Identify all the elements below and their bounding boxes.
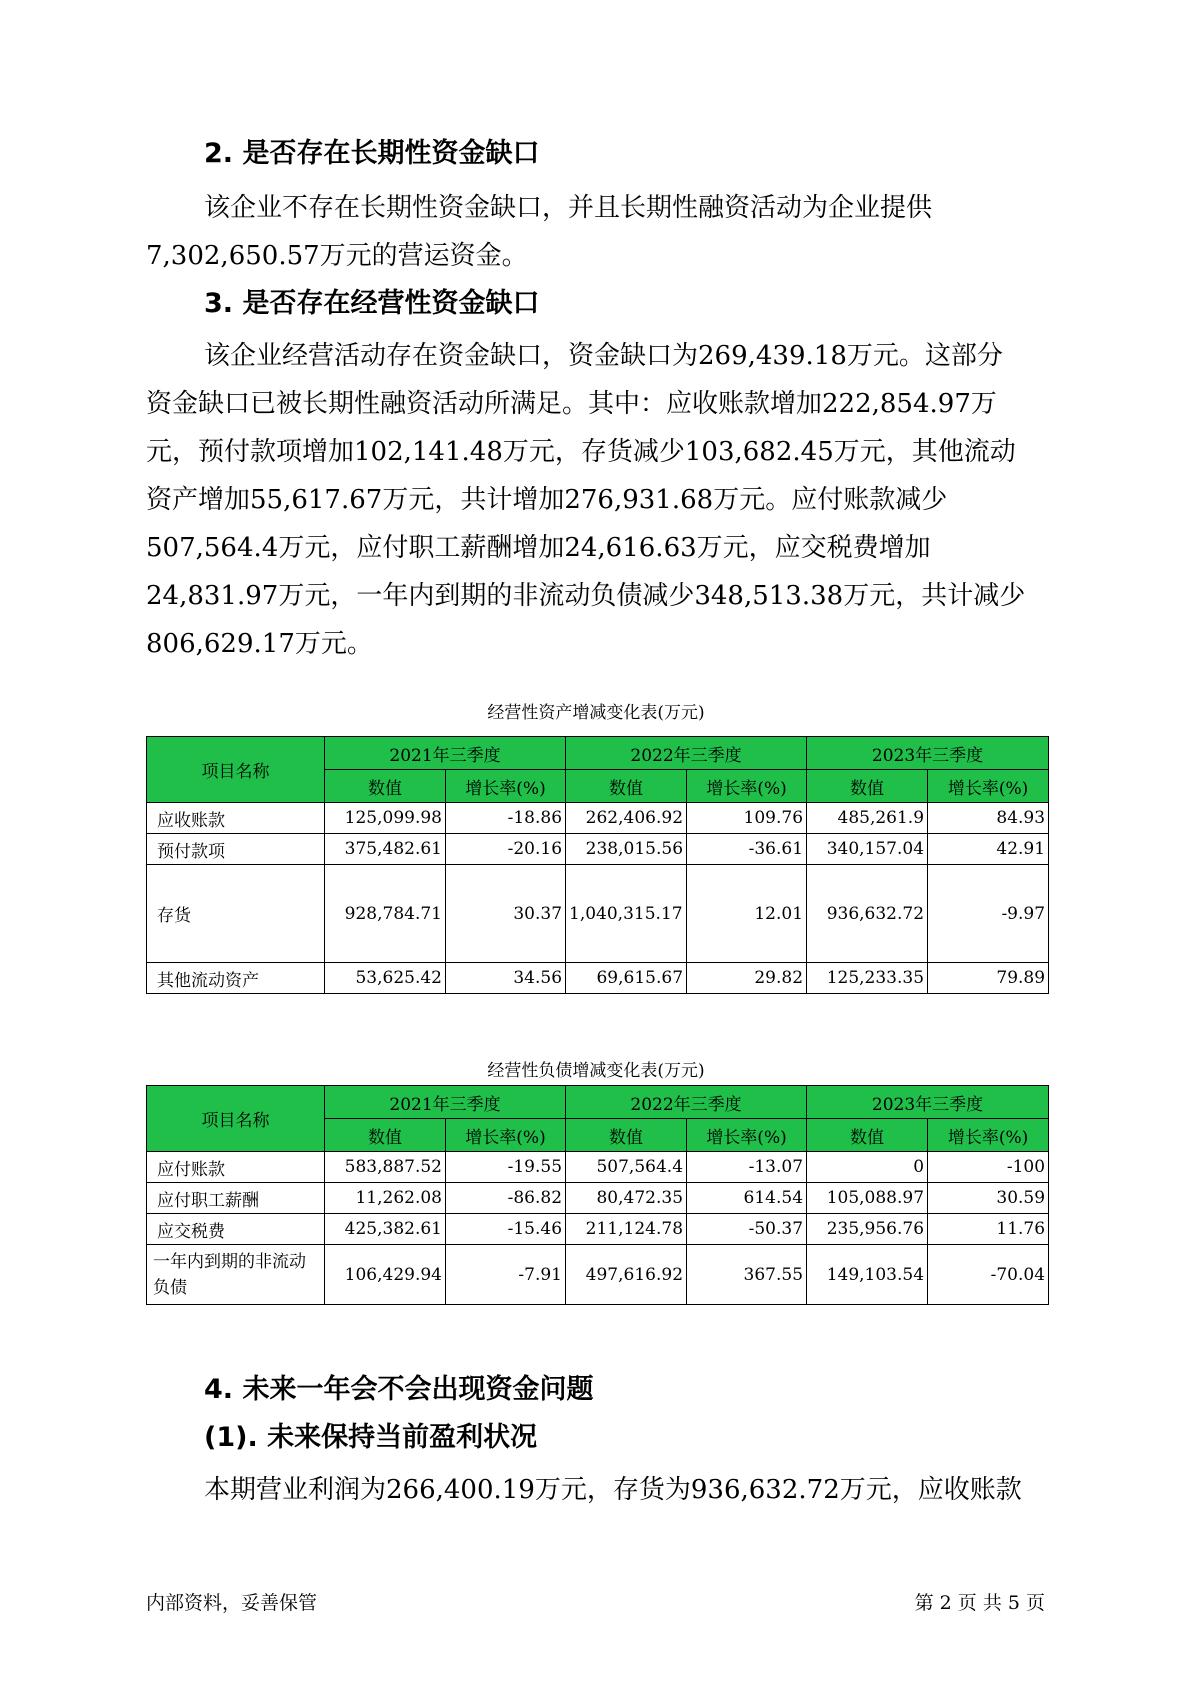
- row-name: 应付账款: [147, 1152, 325, 1183]
- footer-left: 内部资料，妥善保管: [146, 1592, 318, 1614]
- table-cell: 485,261.9: [807, 803, 928, 834]
- table-cell: 109.76: [687, 803, 807, 834]
- value-subheader: 数值: [807, 770, 928, 803]
- table-cell: 69,615.67: [566, 963, 687, 994]
- paragraph-line: 该企业不存在长期性资金缺口，并且长期性融资活动为企业提供: [204, 193, 933, 223]
- row-name: 存货: [147, 865, 325, 963]
- table-cell: 29.82: [687, 963, 807, 994]
- assets-table: [146, 736, 1049, 994]
- paragraph-line: 该企业经营活动存在资金缺口，资金缺口为269,439.18万元。这部分: [204, 341, 1003, 371]
- table-cell: -9.97: [928, 865, 1049, 963]
- table-cell: -15.46: [446, 1214, 566, 1245]
- paragraph-line: 507,564.4万元，应付职工薪酬增加24,616.63万元，应交税费增加: [146, 533, 931, 563]
- table-cell: 79.89: [928, 963, 1049, 994]
- paragraph-line: 资产增加55,617.67万元，共计增加276,931.68万元。应付账款减少: [146, 485, 948, 515]
- rate-subheader: 增长率(%): [687, 1119, 807, 1152]
- paragraph-line: 24,831.97万元，一年内到期的非流动负债减少348,513.38万元，共计减少: [146, 581, 1026, 611]
- table-cell: 936,632.72: [807, 865, 928, 963]
- table-cell: -20.16: [446, 834, 566, 865]
- row-name: 应收账款: [147, 803, 325, 834]
- liabilities-table: [146, 1085, 1049, 1305]
- table-cell: 928,784.71: [325, 865, 446, 963]
- profit-paragraph: [146, 1466, 1046, 1514]
- rate-subheader: 增长率(%): [928, 770, 1049, 803]
- table-cell: 238,015.56: [566, 834, 687, 865]
- table-cell: 11,262.08: [325, 1183, 446, 1214]
- value-subheader: 数值: [325, 770, 446, 803]
- table-cell: 0: [807, 1152, 928, 1183]
- table-cell: 375,482.61: [325, 834, 446, 865]
- table-cell: 84.93: [928, 803, 1049, 834]
- period-header: 2022年三季度: [566, 1086, 807, 1119]
- row-name: 应付职工薪酬: [147, 1183, 325, 1214]
- table-cell: 583,887.52: [325, 1152, 446, 1183]
- period-header: 2021年三季度: [325, 737, 566, 770]
- name-column-header: 项目名称: [147, 1086, 325, 1152]
- table-cell: 53,625.42: [325, 963, 446, 994]
- rate-subheader: 增长率(%): [928, 1119, 1049, 1152]
- table-cell: -86.82: [446, 1183, 566, 1214]
- paragraph-line: 本期营业利润为266,400.19万元，存货为936,632.72万元，应收账款: [204, 1475, 1022, 1505]
- page-number: 第 2 页 共 5 页: [914, 1592, 1045, 1614]
- rate-subheader: 增长率(%): [446, 1119, 566, 1152]
- table-cell: 42.91: [928, 834, 1049, 865]
- table-cell: 105,088.97: [807, 1183, 928, 1214]
- table-cell: 425,382.61: [325, 1214, 446, 1245]
- table-row: [147, 1152, 1049, 1183]
- paragraph-line: 资金缺口已被长期性融资活动所满足。其中：应收账款增加222,854.97万: [146, 389, 997, 419]
- table-row: [147, 963, 1049, 994]
- table-cell: 11.76: [928, 1214, 1049, 1245]
- table-row: [147, 834, 1049, 865]
- row-name: 其他流动资产: [147, 963, 325, 994]
- name-column-header: 项目名称: [147, 737, 325, 803]
- rate-subheader: 增长率(%): [446, 770, 566, 803]
- table-cell: 125,233.35: [807, 963, 928, 994]
- row-name: 一年内到期的非流动负债: [147, 1245, 325, 1305]
- table-cell: 497,616.92: [566, 1245, 687, 1305]
- period-header: 2021年三季度: [325, 1086, 566, 1119]
- table-cell: 34.56: [446, 963, 566, 994]
- table-cell: 80,472.35: [566, 1183, 687, 1214]
- assets-table-caption: 经营性资产增减变化表(万元): [487, 703, 705, 723]
- table-cell: 106,429.94: [325, 1245, 446, 1305]
- table-cell: -13.07: [687, 1152, 807, 1183]
- table-row: [147, 1183, 1049, 1214]
- table-cell: 614.54: [687, 1183, 807, 1214]
- table-cell: 507,564.4: [566, 1152, 687, 1183]
- table-cell: -36.61: [687, 834, 807, 865]
- rate-subheader: 增长率(%): [687, 770, 807, 803]
- table-cell: -18.86: [446, 803, 566, 834]
- table-cell: -7.91: [446, 1245, 566, 1305]
- section-4-heading: 4. 未来一年会不会出现资金问题: [204, 1374, 594, 1405]
- period-header: 2023年三季度: [807, 1086, 1049, 1119]
- section-3-heading: 3. 是否存在经营性资金缺口: [204, 288, 540, 319]
- value-subheader: 数值: [566, 770, 687, 803]
- table-cell: 211,124.78: [566, 1214, 687, 1245]
- table-cell: 340,157.04: [807, 834, 928, 865]
- table-row: [147, 803, 1049, 834]
- value-subheader: 数值: [325, 1119, 446, 1152]
- paragraph-line: 7,302,650.57万元的营运资金。: [146, 241, 528, 271]
- section-2-heading: 2. 是否存在长期性资金缺口: [204, 138, 540, 169]
- table-cell: -19.55: [446, 1152, 566, 1183]
- table-row: [147, 865, 1049, 963]
- table-cell: 30.59: [928, 1183, 1049, 1214]
- table-cell: 12.01: [687, 865, 807, 963]
- table-row: [147, 1214, 1049, 1245]
- row-name: 应交税费: [147, 1214, 325, 1245]
- table-cell: 235,956.76: [807, 1214, 928, 1245]
- table-cell: 30.37: [446, 865, 566, 963]
- row-name: 预付款项: [147, 834, 325, 865]
- period-header: 2022年三季度: [566, 737, 807, 770]
- liabilities-table-caption: 经营性负债增减变化表(万元): [487, 1061, 705, 1081]
- long-term-gap-paragraph: [146, 184, 1046, 280]
- table-row: [147, 1245, 1049, 1305]
- table-cell: 149,103.54: [807, 1245, 928, 1305]
- value-subheader: 数值: [807, 1119, 928, 1152]
- operating-gap-paragraph: [146, 332, 1046, 668]
- table-cell: -50.37: [687, 1214, 807, 1245]
- paragraph-line: 元，预付款项增加102,141.48万元，存货减少103,682.45万元，其他流动: [146, 437, 1016, 467]
- table-cell: -100: [928, 1152, 1049, 1183]
- table-cell: 1,040,315.17: [566, 865, 687, 963]
- table-cell: 262,406.92: [566, 803, 687, 834]
- table-cell: 125,099.98: [325, 803, 446, 834]
- table-cell: 367.55: [687, 1245, 807, 1305]
- value-subheader: 数值: [566, 1119, 687, 1152]
- period-header: 2023年三季度: [807, 737, 1049, 770]
- table-cell: -70.04: [928, 1245, 1049, 1305]
- section-4-1-heading: (1). 未来保持当前盈利状况: [204, 1422, 538, 1453]
- paragraph-line: 806,629.17万元。: [146, 629, 373, 659]
